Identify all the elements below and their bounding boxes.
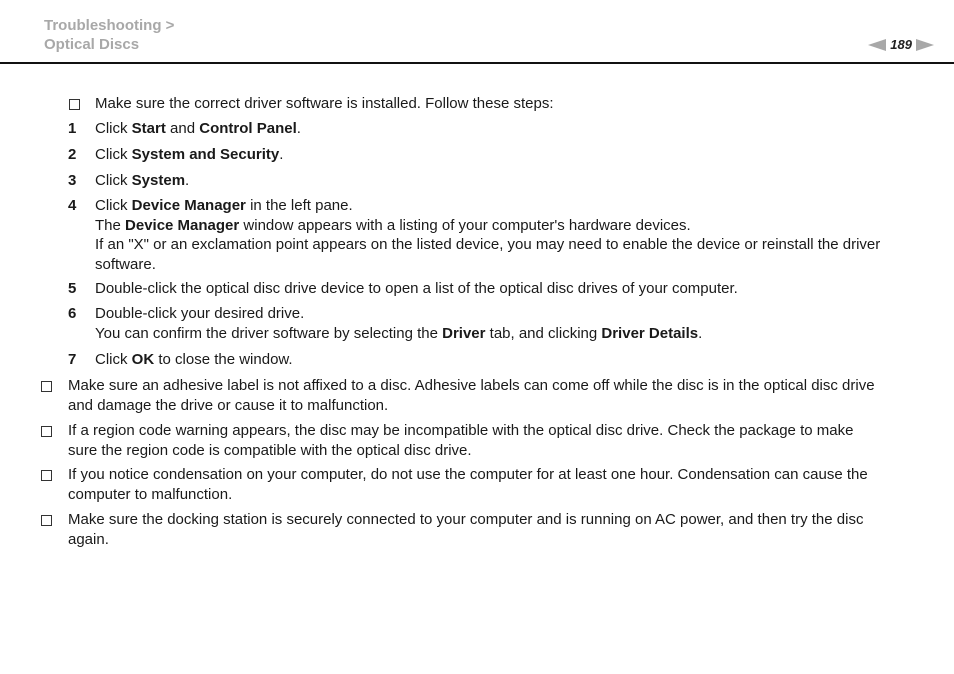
bullet-item: Make sure an adhesive label is not affixed to a disc. Adhesive labels can come off while the disc is in the optical disc drive and damage the drive or cause it to malfunction.: [68, 377, 875, 414]
step-number: 3: [68, 172, 77, 189]
page-navigation: [868, 37, 934, 52]
page-number: 189: [890, 37, 912, 52]
checkbox-bullet-icon: [41, 426, 52, 437]
step-number: 7: [68, 351, 77, 368]
checkbox-bullet-icon: [41, 470, 52, 481]
bullet-item: If a region code warning appears, the disc may be incompatible with the optical disc drive. Check the package to make sure the region code is compatible with the optical disc drive.: [68, 422, 854, 459]
step-text: Double-click the optical disc drive device to open a list of the optical disc drives of your computer.: [95, 280, 738, 297]
step-text: Click Device Manager in the left pane. The Device Manager window appears with a listing of your computer's hardware devices. If an "X" or an exclamation point appears on the listed device, you may need to enable the device or reinstall the driver software.: [95, 197, 881, 273]
checkbox-bullet-icon: [41, 515, 52, 526]
checkbox-bullet-icon: [41, 381, 52, 392]
bullet-item: Make sure the docking station is securely connected to your computer and is running on AC power, and then try the disc again.: [68, 511, 864, 548]
header-divider: [0, 62, 954, 64]
step-text: Click System.: [95, 172, 190, 189]
next-page-arrow-icon[interactable]: [916, 39, 934, 51]
step-text: Click Start and Control Panel.: [95, 120, 301, 137]
step-number: 2: [68, 146, 77, 163]
checkbox-bullet-icon: [69, 99, 80, 110]
bullet-item: If you notice condensation on your computer, do not use the computer for at least one hour. Condensation can cause the computer to malfunction.: [68, 466, 868, 503]
breadcrumb-page[interactable]: Optical Discs: [44, 36, 140, 53]
step-number: 4: [68, 197, 77, 214]
step-text: Double-click your desired drive. You can confirm the driver software by selecting the Driver tab, and clicking Driver Details.: [95, 305, 703, 342]
step-text: Click System and Security.: [95, 146, 284, 163]
steps-intro: Make sure the correct driver software is installed. Follow these steps:: [95, 95, 554, 112]
step-number: 1: [68, 120, 77, 137]
previous-page-arrow-icon[interactable]: [868, 39, 886, 51]
step-number: 6: [68, 305, 77, 322]
breadcrumb-section[interactable]: Troubleshooting >: [44, 17, 175, 34]
step-text: Click OK to close the window.: [95, 351, 293, 368]
step-number: 5: [68, 280, 77, 297]
